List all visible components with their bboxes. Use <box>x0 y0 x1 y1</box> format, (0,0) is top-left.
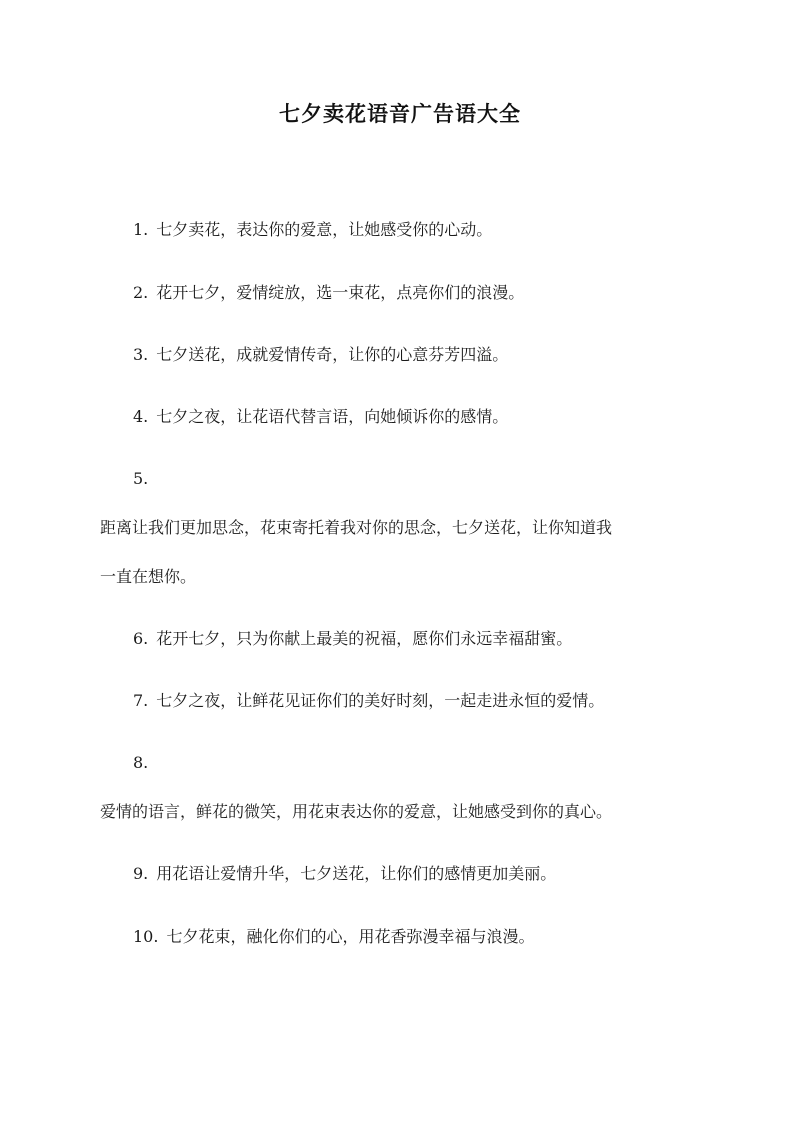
list-item-6 <box>133 629 572 649</box>
list-item-5 <box>133 469 156 489</box>
item-text: 七夕送花，成就爱情传奇，让你的心意芬芳四溢。 <box>156 345 509 364</box>
item-number: 8. <box>133 753 149 772</box>
list-item-4 <box>133 407 508 427</box>
item-number: 4. <box>133 407 149 426</box>
item-number: 7. <box>133 691 149 710</box>
item-text: 花开七夕，只为你献上最美的祝福，愿你们永远幸福甜蜜。 <box>156 629 573 648</box>
item-number: 2. <box>133 283 149 302</box>
item-text: 用花语让爱情升华，七夕送花，让你们的感情更加美丽。 <box>156 864 557 883</box>
item-text: 七夕之夜，让鲜花见证你们的美好时刻，一起走进永恒的爱情。 <box>156 691 605 710</box>
item-number: 3. <box>133 345 149 364</box>
list-item-8-line-1: 爱情的语言，鲜花的微笑，用花束表达你的爱意，让她感受到你的真心。 <box>100 802 613 821</box>
item-number: 9. <box>133 864 149 883</box>
list-item-5-line-1: 距离让我们更加思念，花束寄托着我对你的思念，七夕送花，让你知道我 <box>100 518 613 537</box>
item-number: 6. <box>133 629 149 648</box>
list-item-2 <box>133 283 524 303</box>
item-number: 1. <box>133 220 149 239</box>
document-title: 七夕卖花语音广告语大全 <box>279 101 521 126</box>
list-item-7 <box>133 691 604 711</box>
item-text: 七夕之夜，让花语代替言语，向她倾诉你的感情。 <box>156 407 509 426</box>
item-text: 花开七夕，爱情绽放，选一束花，点亮你们的浪漫。 <box>156 283 525 302</box>
list-item-10 <box>133 927 534 947</box>
item-number: 10. <box>133 927 159 946</box>
list-item-9 <box>133 864 556 884</box>
item-text: 七夕卖花，表达你的爱意，让她感受你的心动。 <box>156 220 493 239</box>
list-item-8 <box>133 753 156 773</box>
list-item-1 <box>133 220 492 240</box>
item-text: 七夕花束，融化你们的心，用花香弥漫幸福与浪漫。 <box>166 927 535 946</box>
item-number: 5. <box>133 469 149 488</box>
list-item-3 <box>133 345 508 365</box>
list-item-5-line-2: 一直在想你。 <box>100 567 197 586</box>
